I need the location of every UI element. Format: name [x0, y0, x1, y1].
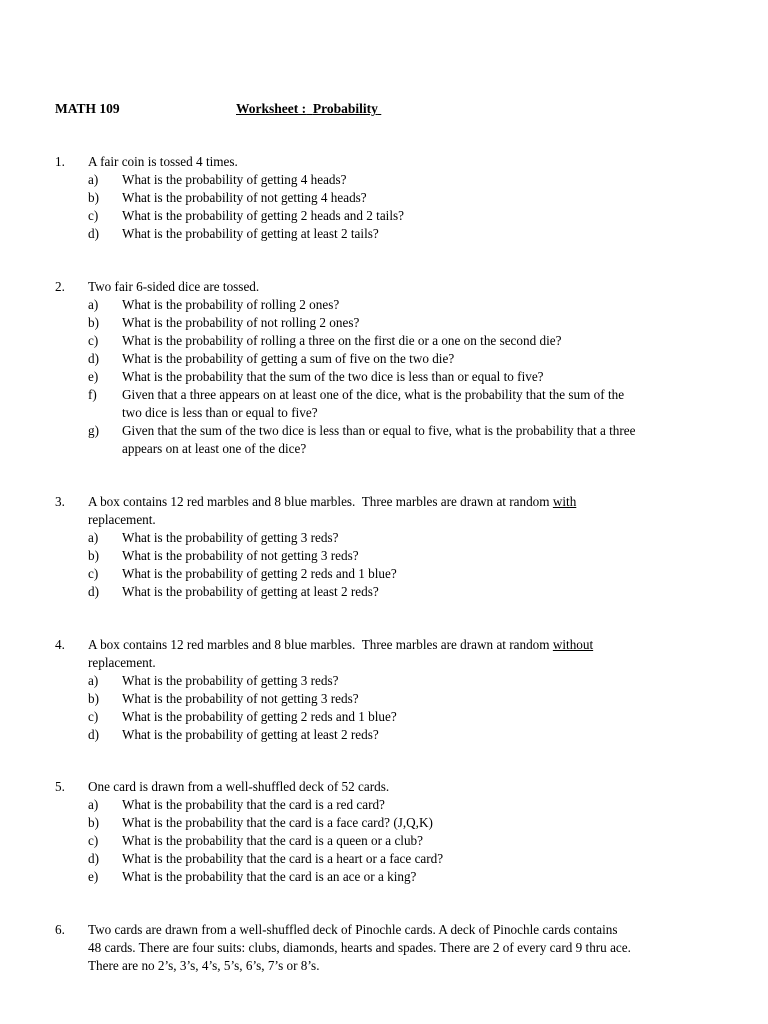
sub-question-continuation [55, 440, 735, 458]
question-stem: One card is drawn from a well-shuffled deck of 52 cards. [88, 779, 390, 794]
sub-question [55, 314, 735, 332]
course-code: MATH 109 [55, 101, 120, 116]
sub-question [55, 350, 735, 368]
question-4 [55, 636, 735, 744]
worksheet-header [55, 101, 735, 119]
question-stem-continuation: replacement. [88, 655, 156, 670]
sub-question-text: What is the probability that the card is a red card? [122, 797, 385, 812]
question-stem: A fair coin is tossed 4 times. [88, 154, 238, 169]
question-stem: Two fair 6-sided dice are tossed. [88, 279, 260, 294]
sub-question [55, 171, 735, 189]
sub-question [55, 547, 735, 565]
sub-question [55, 225, 735, 243]
sub-question-text: What is the probability that the card is a queen or a club? [122, 833, 424, 848]
sub-question-text: appears on at least one of the dice? [122, 441, 307, 456]
sub-question [55, 672, 735, 690]
sub-question-letter: a) [88, 797, 99, 812]
sub-question [55, 189, 735, 207]
sub-question-text: What is the probability of getting a sum of five on the two die? [122, 351, 455, 366]
sub-question-letter: d) [88, 851, 99, 866]
sub-question-letter: c) [88, 709, 99, 724]
sub-question-text: What is the probability of getting 3 reds? [122, 673, 339, 688]
sub-question [55, 296, 735, 314]
sub-question-letter: b) [88, 190, 99, 205]
sub-question [55, 422, 735, 440]
sub-question [55, 386, 735, 404]
sub-question-text: What is the probability of not getting 4 heads? [122, 190, 367, 205]
sub-question-letter: d) [88, 584, 99, 599]
title-prefix: Worksheet : [236, 101, 307, 116]
sub-question-text: What is the probability of getting at least 2 reds? [122, 584, 379, 599]
sub-question-text: What is the probability of not rolling 2 ones? [122, 315, 360, 330]
sub-question-letter: a) [88, 297, 99, 312]
sub-question-letter: d) [88, 727, 99, 742]
sub-question-text: What is the probability that the card is an ace or a king? [122, 869, 417, 884]
question-stem-continuation: 48 cards. There are four suits: clubs, diamonds, hearts and spades. There are 2 of every card 9 thru ace. [88, 940, 631, 955]
title-main: Probability [312, 101, 378, 116]
sub-question-letter: a) [88, 673, 99, 688]
sub-question-letter: f) [88, 387, 97, 402]
question-3 [55, 493, 735, 601]
question-stem [88, 493, 576, 511]
sub-question [55, 565, 735, 583]
sub-question [55, 832, 735, 850]
sub-question-letter: c) [88, 208, 99, 223]
sub-question-text: What is the probability of getting at least 2 tails? [122, 226, 379, 241]
sub-question-letter: a) [88, 172, 99, 187]
sub-question-text: Given that the sum of the two dice is less than or equal to five, what is the probability that a three [122, 423, 636, 438]
sub-question-text: What is the probability of rolling a three on the first die or a one on the second die? [122, 333, 562, 348]
sub-question [55, 207, 735, 225]
sub-question-text: What is the probability of rolling 2 ones? [122, 297, 340, 312]
sub-question [55, 726, 735, 744]
sub-question-letter: g) [88, 423, 99, 438]
sub-question [55, 368, 735, 386]
sub-question [55, 850, 735, 868]
question-stem [88, 636, 593, 654]
sub-question-letter: d) [88, 351, 99, 366]
emphasis-without: without [552, 637, 594, 652]
sub-question [55, 529, 735, 547]
sub-question [55, 708, 735, 726]
question-2 [55, 278, 735, 458]
question-number: 2. [55, 279, 65, 294]
sub-question-text: Given that a three appears on at least one of the dice, what is the probability that the sum of the [122, 387, 625, 402]
question-number: 3. [55, 494, 65, 509]
worksheet-title [236, 101, 381, 117]
sub-question-letter: b) [88, 315, 99, 330]
sub-question [55, 332, 735, 350]
sub-question-text: two dice is less than or equal to five? [122, 405, 318, 420]
sub-question [55, 796, 735, 814]
sub-question-text: What is the probability that the card is a heart or a face card? [122, 851, 444, 866]
sub-question-letter: b) [88, 691, 99, 706]
question-number: 4. [55, 637, 65, 652]
question-stem-continuation: There are no 2’s, 3’s, 4’s, 5’s, 6’s, 7’s or 8’s. [88, 958, 320, 973]
sub-question-letter: a) [88, 530, 99, 545]
sub-question-text: What is the probability of getting 2 heads and 2 tails? [122, 208, 404, 223]
sub-question-letter: e) [88, 369, 99, 384]
sub-question-letter: c) [88, 333, 99, 348]
sub-question-letter: b) [88, 815, 99, 830]
sub-question-text: What is the probability of not getting 3 reds? [122, 691, 359, 706]
sub-question-text: What is the probability of getting 2 reds and 1 blue? [122, 709, 397, 724]
sub-question-letter: c) [88, 566, 99, 581]
sub-question-text: What is the probability that the card is a face card? (J,Q,K) [122, 815, 433, 830]
sub-question-continuation [55, 404, 735, 422]
sub-question [55, 868, 735, 886]
question-number: 1. [55, 154, 65, 169]
sub-question-text: What is the probability of getting 2 reds and 1 blue? [122, 566, 397, 581]
question-number: 5. [55, 779, 65, 794]
sub-question-letter: d) [88, 226, 99, 241]
question-stem-text: A box contains 12 red marbles and 8 blue marbles. Three marbles are drawn at random [88, 494, 553, 509]
question-number: 6. [55, 922, 65, 937]
question-stem-text: A box contains 12 red marbles and 8 blue marbles. Three marbles are drawn at random [88, 637, 553, 652]
sub-question-letter: b) [88, 548, 99, 563]
sub-question [55, 814, 735, 832]
sub-question-letter: e) [88, 869, 99, 884]
question-6 [55, 921, 735, 975]
sub-question-text: What is the probability of not getting 3 reds? [122, 548, 359, 563]
sub-question-text: What is the probability that the sum of the two dice is less than or equal to five? [122, 369, 544, 384]
emphasis-with: with [552, 494, 577, 509]
sub-question [55, 690, 735, 708]
sub-question-text: What is the probability of getting at least 2 reds? [122, 727, 379, 742]
sub-question-text: What is the probability of getting 3 reds? [122, 530, 339, 545]
question-stem-continuation: replacement. [88, 512, 156, 527]
sub-question-letter: c) [88, 833, 99, 848]
question-5 [55, 778, 735, 886]
question-1 [55, 153, 735, 243]
sub-question-text: What is the probability of getting 4 heads? [122, 172, 347, 187]
sub-question [55, 583, 735, 601]
question-stem: Two cards are drawn from a well-shuffled deck of Pinochle cards. A deck of Pinochle cards contains [88, 922, 618, 937]
